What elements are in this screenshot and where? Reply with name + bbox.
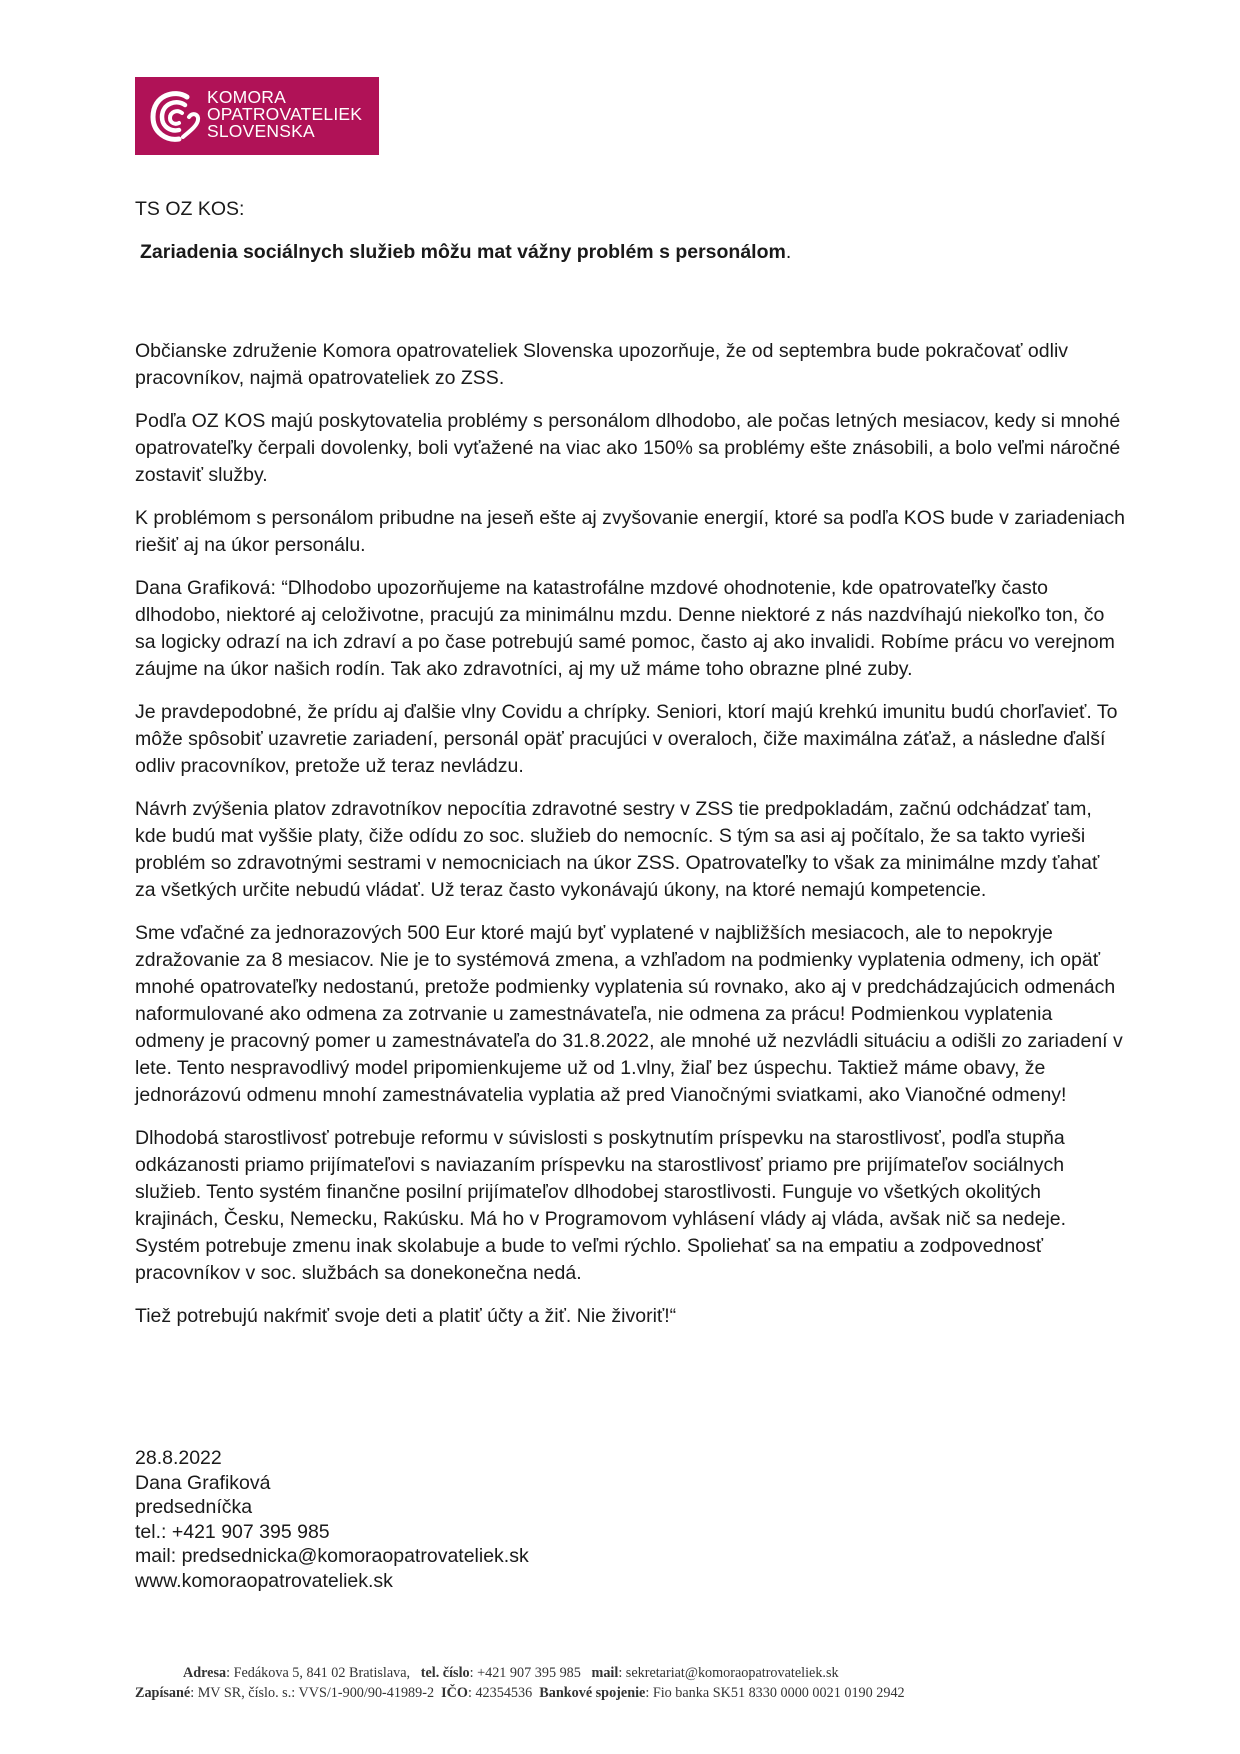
paragraph: Dlhodobá starostlivosť potrebuje reformu v súvislosti s poskytnutím príspevku na starostlivosť, podľa stupňa odkázanosti priamo prijímateľovi s naviazaním príspevku na starostlivosť priamo pre prijímateľov sociálnych služieb. Tento systém finančne posilní prijímateľov dlhodobej starostlivosti. Funguje vo všetkých okolitých krajinách, Česku, Nemecku, Rakúsku. Má ho v Programovom vyhlásení vlády aj vláda, avšak nič sa nedeje. Systém potrebuje zmenu inak skolabuje a bude to veľmi rýchlo. Spoliehať sa na empatiu a zodpovednosť pracovníkov v soc. službách sa donekonečna nedá. <box>135 1127 1067 1284</box>
signature-email: mail: predsednicka@komoraopatrovateliek.sk <box>135 1545 529 1567</box>
heart-swirl-icon <box>147 87 203 145</box>
signature-role: predsedníčka <box>135 1496 253 1518</box>
logo-wordmark <box>207 89 362 140</box>
paragraph: Dana Grafiková: “Dlhodobo upozorňujeme na katastrofálne mzdové ohodnotenie, kde opatrovateľky často dlhodobo, niektoré aj celoživotne, pracujú za minimálnu mzdu. Denne niektoré z nás nazdvíhajú niekoľko ton, čo sa logicky odrazí na ich zdraví a po čase potrebujú samé pomoc, často aj ako invalidi. Robíme prácu vo verejnom záujme na úkor našich rodín. Tak ako zdravotníci, aj my už máme toho obrazne plné zuby. <box>135 577 1115 680</box>
paragraph: Je pravdepodobné, že prídu aj ďalšie vlny Covidu a chrípky. Seniori, ktorí majú krehkú imunitu budú chorľavieť. To môže spôsobiť uzavretie zariadení, personál opäť pracujúci v overaloch, čiže maximálna záťaž, a následne ďalší odliv pracovníkov, pretože už teraz nevládzu. <box>135 701 1118 777</box>
ts-label: TS OZ KOS: <box>135 198 245 220</box>
paragraph: Sme vďačné za jednorazových 500 Eur ktoré majú byť vyplatené v najbližších mesiacoch, ale to nepokryje zdražovanie za 8 mesiacov. Nie je to systémová zmena, a vzhľadom na podmienky vyplatenia odmeny, ich opäť mnohé opatrovateľky nedostanú, pretože podmienky vyplatenia sú rovnako, ako aj v predchádzajúcich odmenách naformulované ako odmena za zotrvanie u zamestnávateľa, nie odmena za prácu! Podmienkou vyplatenia odmeny je pracovný pomer u zamestnávateľa do 31.8.2022, ale mnohé už nezvládli situáciu a odišli zo zariadení v lete. Tento nespravodlivý model pripomienkujeme už od 1.vlny, žiaľ bez úspechu. Taktiež máme obavy, že jednorázovú odmenu mnohí zamestnávatelia vyplatia až pred Vianočnými sviatkami, ako Vianočné odmeny! <box>135 922 1123 1106</box>
signature-date: 28.8.2022 <box>135 1447 222 1469</box>
logo-line-1: KOMORA <box>207 87 286 107</box>
footer-line-1 <box>183 1663 839 1683</box>
paragraph: Podľa OZ KOS majú poskytovatelia problémy s personálom dlhodobo, ale počas letných mesiacov, kedy si mnohé opatrovateľky čerpali dovolenky, boli vyťažené na viac ako 150% sa problémy ešte znásobili, a bolo veľmi náročné zostaviť služby. <box>135 410 1121 486</box>
signature-block <box>135 1446 529 1593</box>
paragraph: Tiež potrebujú nakŕmiť svoje deti a platiť účty a žiť. Nie živoriť!“ <box>135 1305 677 1327</box>
press-release-body <box>135 196 1125 1346</box>
footer-mail-value: : sekretariat@komoraopatrovateliek.sk <box>618 1665 839 1681</box>
signature-name: Dana Grafiková <box>135 1471 271 1494</box>
footer-bank-label: Bankové spojenie <box>539 1685 646 1701</box>
footer-ico-value: : 42354536 <box>467 1685 533 1701</box>
footer-address-label: Adresa <box>183 1665 227 1681</box>
footer-bank-value: : Fio banka SK51 8330 0000 0021 0190 2942 <box>645 1685 905 1701</box>
paragraph: Občianske združenie Komora opatrovateliek Slovenska upozorňuje, že od septembra bude pokračovať odliv pracovníkov, najmä opatrovateliek zo ZSS. <box>135 340 1069 389</box>
paragraph: Návrh zvýšenia platov zdravotníkov nepocítia zdravotné sestry v ZSS tie predpokladám, začnú odchádzať tam, kde budú mat vyššie platy, čiže odídu zo soc. služieb do nemocníc. S tým sa asi aj počítalo, že sa takto vyrieši problém so zdravotnými sestrami v nemocniciach na úkor ZSS. Opatrovateľky to však za minimálne mzdy ťahať za všetkých určite nebudú vládať. Už teraz často vykonávajú úkony, na ktoré nemajú kompetencie. <box>135 798 1100 901</box>
footer-registered-label: Zapísané <box>135 1685 191 1701</box>
footer-phone-label: tel. číslo <box>420 1665 470 1681</box>
footer-ico-label: IČO <box>441 1685 468 1701</box>
footer-line-2 <box>135 1683 905 1703</box>
headline <box>140 239 1125 266</box>
signature-phone: tel.: +421 907 395 985 <box>135 1520 330 1543</box>
paragraph: K problémom s personálom pribudne na jeseň ešte aj zvyšovanie energií, ktoré sa podľa KOS bude v zariadeniach riešiť aj na úkor personálu. <box>135 507 1125 556</box>
footer-address-value: : Fedákova 5, 841 02 Bratislava, <box>226 1665 411 1681</box>
footer-registered-value: : MV SR, číslo. s.: VVS/1-900/90-41989-2 <box>190 1685 435 1701</box>
headline-period: . <box>785 241 792 263</box>
organization-logo <box>135 77 379 155</box>
paragraphs <box>135 338 1125 1330</box>
headline-text: Zariadenia sociálnych služieb môžu mat vážny problém s personálom <box>140 241 786 263</box>
footer-phone-value: : +421 907 395 985 <box>469 1665 581 1681</box>
footer-mail-label: mail <box>591 1665 619 1681</box>
signature-website: www.komoraopatrovateliek.sk <box>135 1569 393 1592</box>
logo-line-3: SLOVENSKA <box>207 121 315 141</box>
logo-line-2: OPATROVATELIEK <box>207 104 363 124</box>
